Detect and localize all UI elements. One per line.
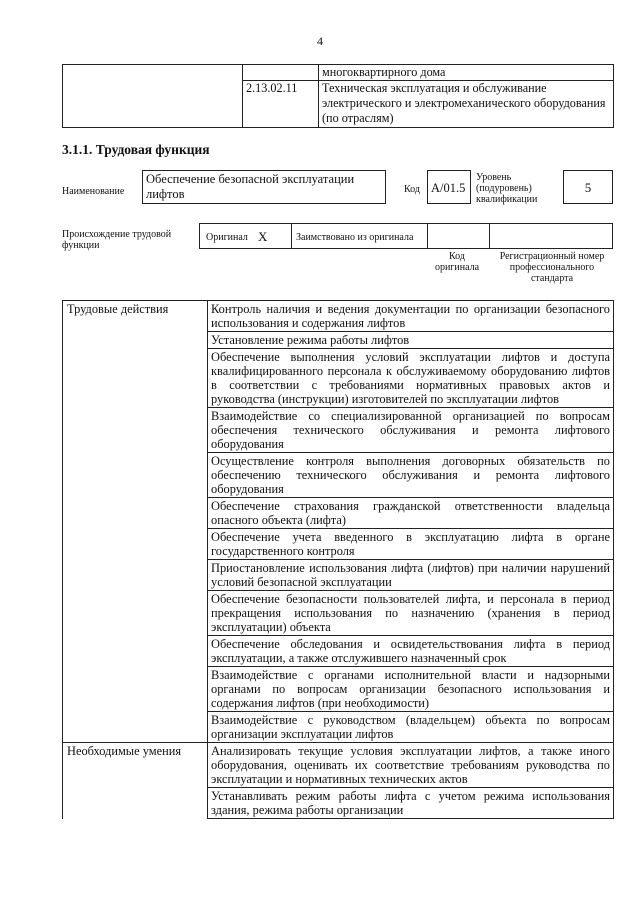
name-label: Наименование — [62, 186, 125, 197]
list-item: Контроль наличия и ведения документации по организации безопасного использования и содержания лифтов — [208, 301, 614, 332]
list-item: Осуществление контроля выполнения договорных обязательств по обеспечению технического обслуживания и ремонта лифтового оборудования — [208, 453, 614, 498]
function-name: Обеспечение безопасной эксплуатации лифтов — [142, 170, 386, 204]
table-row — [63, 65, 614, 81]
list-item: Обеспечение выполнения условий эксплуатации лифтов и доступа квалифицированного персонала к обслуживаемому оборудованию лифтов в соответствии с требованиями нормативных правовых актов и руководства (инструкции) изготовителей по эксплуатации лифтов — [208, 349, 614, 408]
function-code: A/01.5 — [427, 170, 471, 204]
origin-table — [199, 223, 613, 249]
list-item: Обеспечение учета введенного в эксплуатацию лифта в органе государственного контроля — [208, 529, 614, 560]
list-item: Обеспечение безопасности пользователей лифта, и персонала в период прекращения использования по назначению (хранения в период эксплуатации) объекта — [208, 591, 614, 636]
list-item: Анализировать текущие условия эксплуатации лифтов, а также иного оборудования, оценивать их соответствие требованиям руководства по эксплуатации и нормативных технических актов — [208, 743, 614, 788]
borrowed-cell — [292, 224, 428, 248]
original-cell — [200, 224, 292, 248]
original-code-cell — [428, 224, 490, 248]
borrowed-label: Заимствовано из оригинала — [296, 232, 414, 243]
table-row — [63, 743, 614, 788]
page-number: 4 — [317, 34, 323, 48]
original-mark: X — [258, 229, 268, 244]
specialty-code — [243, 65, 319, 81]
section-label: Необходимые умения — [63, 743, 208, 819]
list-item: Взаимодействие со специализированной организацией по вопросам обеспечения технического обслуживания и ремонта лифтового оборудования — [208, 408, 614, 453]
list-item: Обеспечение обследования и освидетельствования лифта в период эксплуатации, а также отслужившего назначенный срок — [208, 636, 614, 667]
specialty-code: 2.13.02.11 — [243, 81, 319, 128]
reg-number-label: Регистрационный номер профессионального стандарта — [499, 251, 605, 284]
list-item: Взаимодействие с органами исполнительной власти и надзорными органами по вопросам организации безопасного использования и содержания лифтов (при необходимости) — [208, 667, 614, 712]
level-value: 5 — [563, 170, 613, 204]
level-label: Уровень (подуровень) квалификации — [476, 172, 538, 205]
education-table — [62, 64, 614, 128]
original-code-label: Код оригинала — [434, 251, 480, 273]
section-label: Трудовые действия — [63, 301, 208, 743]
section-title: 3.1.1. Трудовая функция — [62, 142, 210, 157]
list-item: Установление режима работы лифтов — [208, 332, 614, 349]
origin-label: Происхождение трудовой функции — [62, 229, 172, 251]
code-label: Код — [404, 184, 420, 195]
list-item: Взаимодействие с руководством (владельцем) объекта по вопросам организации эксплуатации лифтов — [208, 712, 614, 743]
table-row — [63, 301, 614, 332]
specialty-name: Техническая эксплуатация и обслуживание электрического и электромеханического оборудования (по отраслям) — [319, 81, 614, 128]
original-label: Оригинал — [206, 232, 248, 243]
list-item: Устанавливать режим работы лифта с учетом режима использования здания, режима работы организации — [208, 788, 614, 819]
specialty-name: многоквартирного дома — [319, 65, 614, 81]
function-table — [62, 300, 614, 819]
list-item: Приостановление использования лифта (лифтов) при наличии нарушений условий безопасной эксплуатации — [208, 560, 614, 591]
list-item: Обеспечение страхования гражданской ответственности владельца опасного объекта (лифта) — [208, 498, 614, 529]
empty-cell — [63, 65, 243, 128]
